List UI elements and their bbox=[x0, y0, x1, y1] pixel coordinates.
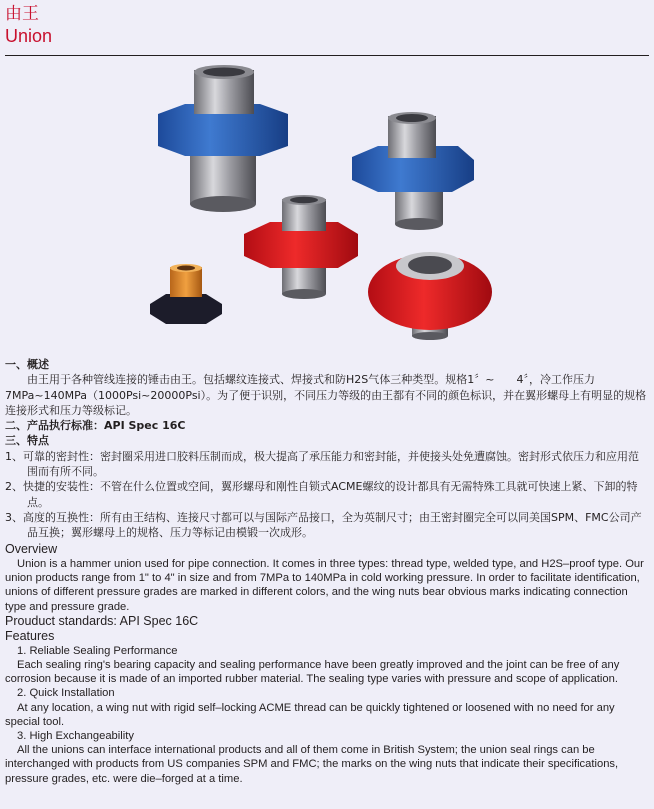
red-union-middle bbox=[244, 195, 358, 299]
cn-feature-item: 2、快捷的安装性：不管在什么位置或空间，翼形螺母和刚性自锁式ACME螺纹的设计都具有无需特殊工具就可快速上紧、下卸的特点。 bbox=[5, 480, 638, 509]
title-divider bbox=[5, 55, 649, 56]
cn-feature-item: 1、可靠的密封性：密封圈采用进口胶料压制而成，极大提高了承压能力和密封能，并使接头处免遭腐蚀。密封形式依压力和应用范围而有所不同。 bbox=[5, 449, 639, 479]
union-product-photo bbox=[140, 62, 520, 352]
en-feature-1-title: 1. Reliable Sealing Performance bbox=[17, 644, 178, 657]
en-standards-heading: Prouduct standards: API Spec 16C bbox=[5, 613, 199, 628]
en-overview-heading: Overview bbox=[5, 542, 58, 556]
en-feature-3-body: All the unions can interface international products and all of them come in British System; the union seal rings can be interchanged with products from US companies SPM and FMC; the marks on the wing nuts that indicate their specifications, pressure grades, etc. were die–forged at a time. bbox=[5, 744, 619, 785]
en-overview-body: Union is a hammer union used for pipe connection. It comes in three types: thread type, welded type, and H2S–proof type. Our union products range from 1" to 4" in size and from 7MPa to 140MPa in cold working pressure. In order to facilitate identification, unions of different pressure grades are marked in different colors, and the wing nuts bear obvious marks indicating connection type and pressure grade. bbox=[5, 558, 644, 613]
blue-union-large bbox=[158, 65, 288, 212]
cn-feature-item: 3、高度的互换性：所有由王结构、连接尺寸都可以与国际产品接口，全为英制尺寸；由王密封圈完全可以同美国SPM、FMC公司产品互换；翼形螺母上的规格、压力等标记由模锻一次成形。 bbox=[5, 510, 642, 540]
page-title-en: Union bbox=[5, 26, 53, 46]
page-title-cn: 由王 bbox=[5, 4, 39, 24]
cn-overview-heading: 一、概述 bbox=[5, 358, 49, 371]
en-feature-3-title: 3. High Exchangeability bbox=[17, 730, 134, 743]
black-orange-union bbox=[150, 264, 222, 324]
cn-features-heading: 三、特点 bbox=[5, 434, 49, 448]
cn-standards-heading: 二、产品执行标准：API Spec 16C bbox=[5, 419, 186, 433]
en-feature-2-title: 2. Quick Installation bbox=[17, 687, 115, 700]
en-features-heading: Features bbox=[5, 628, 55, 643]
red-union-right bbox=[368, 252, 492, 340]
cn-overview-body: 由王用于各种管线连接的锤击由王。包括螺纹连接式、焊接式和防H2S气体三种类型。规格1〞~ 4〞，冷工作压力7MPa~140MPa（1000Psi~20000Psi）。为了便于识别，不同压力等级的由王都有不同的颜色标识，并在翼形螺母上有明显的规格连接形式和压力等级标记。 bbox=[5, 373, 647, 417]
chinese-section bbox=[5, 357, 649, 541]
blue-union-small bbox=[352, 112, 474, 230]
en-feature-1-body: Each sealing ring's bearing capacity and sealing performance have been greatly improved and the joint can be free of any corrosion because it is made of an imported rubber material. The sealing type varies with pressure and scope of application. bbox=[5, 659, 620, 686]
en-feature-2-body: At any location, a wing nut with rigid self–locking ACME thread can be quickly tightened or loosened with no need for any special tool. bbox=[5, 701, 615, 728]
english-section bbox=[5, 542, 649, 786]
